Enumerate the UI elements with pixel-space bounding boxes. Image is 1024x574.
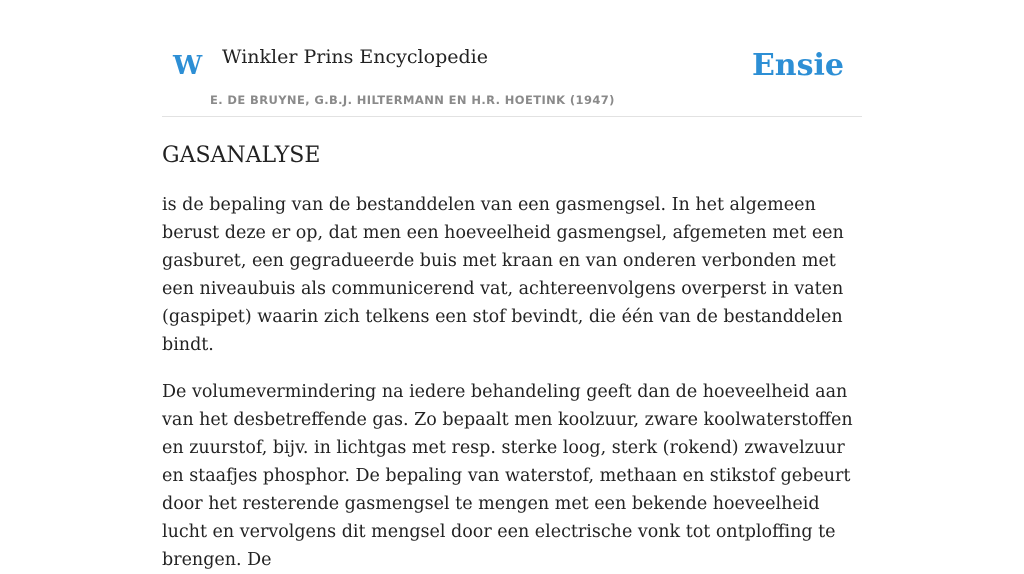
article-paragraph: is de bepaling van de bestanddelen van een gasmengsel. In het algemeen berust deze er op, dat men een hoeveelheid gasmengsel, afgemeten met een gasburet, een gegradueerde buis met kraan en van onderen verbonden met een niveaubuis als communicerend vat, achtereenvolgens overperst in vaten (gaspipet) waarin zich telkens een stof bevindt, die één van de bestanddelen bindt. xyxy=(162,195,844,356)
publication-logo[interactable]: W xyxy=(173,51,203,81)
article-title: GASANALYSE xyxy=(162,143,321,168)
publication-title[interactable]: Winkler Prins Encyclopedie xyxy=(222,46,488,68)
page-container xyxy=(162,0,862,574)
article-paragraph: De volumevermindering na iedere behandeling geeft dan de hoeveelheid aan van het desbetreffende gas. Zo bepaalt men koolzuur, zware koolwaterstoffen en zuurstof, bijv. in lichtgas met resp. sterke loog, sterk (rokend) zwavelzuur en staafjes phosphor. De bepaling van waterstof, methaan en stikstof gebeurt door het resterende gasmengsel te mengen met een bekende hoeveelheid lucht en vervolgens dit mengsel door een electrische vonk tot ontploffing te brengen. De xyxy=(162,382,853,571)
publication-header xyxy=(162,0,862,117)
brand-logo[interactable]: Ensie xyxy=(751,48,844,83)
publication-authors: E. DE BRUYNE, G.B.J. HILTERMANN EN H.R. HOETINK (1947) xyxy=(210,93,615,107)
